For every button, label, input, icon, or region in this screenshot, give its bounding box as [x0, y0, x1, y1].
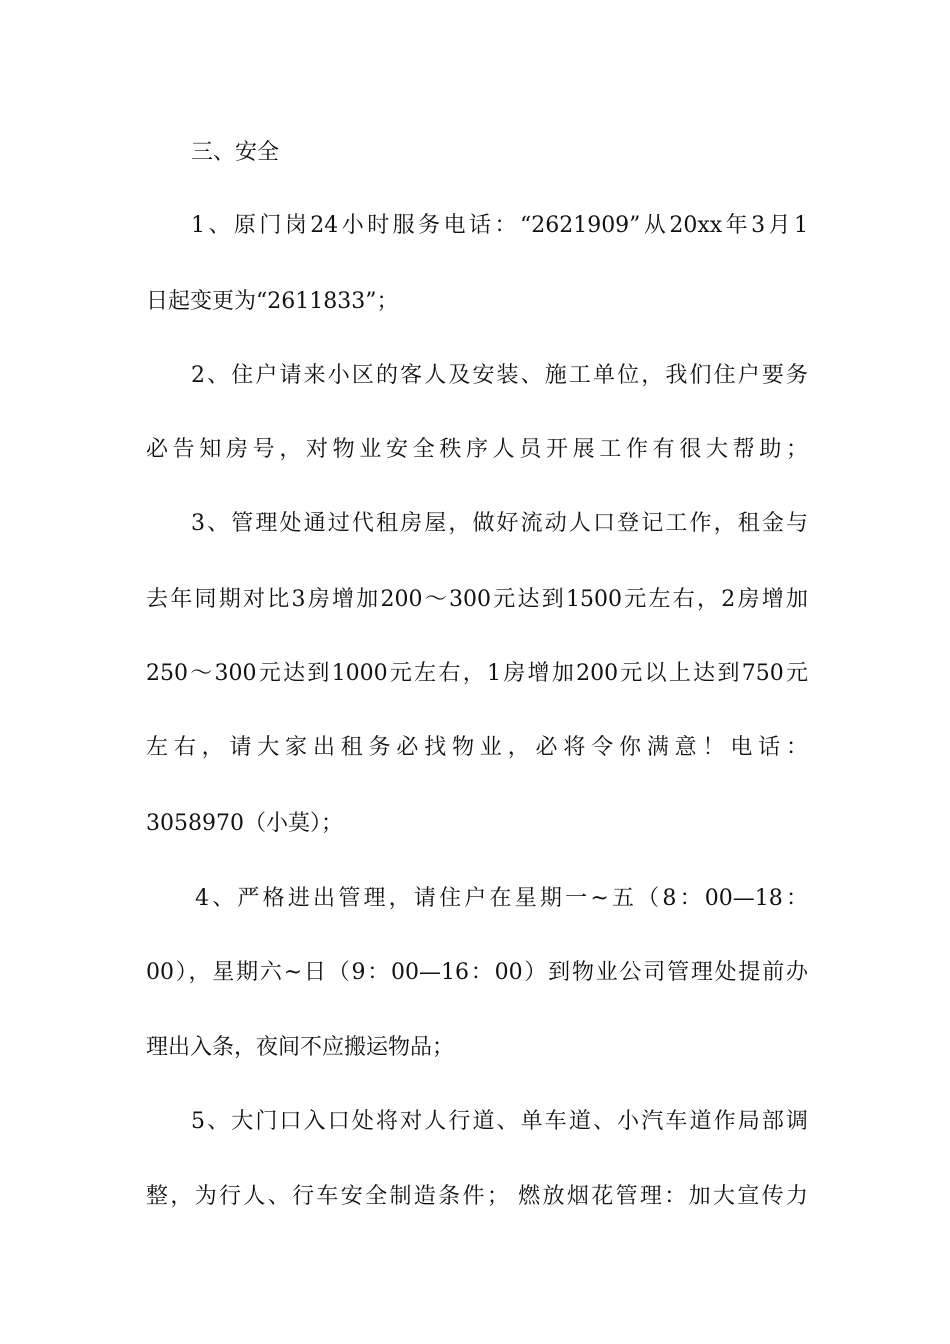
paragraph-line: 2、住户请来小区的客人及安装、施工单位，我们住户要务: [191, 363, 808, 388]
paragraph-line: 左右，请大家出租务必找物业，必将令你满意！电话：: [146, 735, 808, 760]
paragraph-line: 250～300元达到1000元左右，1房增加200元以上达到750元: [146, 661, 808, 686]
paragraph-line: 3058970（小莫）；: [146, 811, 343, 836]
paragraph-line: 理出入条，夜间不应搬运物品；: [146, 1035, 455, 1060]
section-heading: 三、安全: [191, 140, 280, 165]
paragraph-line: 整，为行人、行车安全制造条件； 燃放烟花管理：加大宣传力: [146, 1184, 808, 1209]
paragraph-line: 日起变更为“2611833”；: [146, 289, 399, 314]
paragraph-line: 必告知房号，对物业安全秩序人员开展工作有很大帮助；: [146, 437, 808, 462]
paragraph-line: 5、大门口入口处将对人行道、单车道、小汽车道作局部调: [191, 1109, 808, 1134]
paragraph-line: 4、严格进出管理，请住户在星期一~五（8：00—18：: [195, 886, 808, 911]
paragraph-line: 3、管理处通过代租房屋，做好流动人口登记工作，租金与: [191, 511, 808, 536]
paragraph-line: 去年同期对比3房增加200～300元达到1500元左右，2房增加: [146, 587, 808, 612]
paragraph-line: 00），星期六~日（9：00—16：00）到物业公司管理处提前办: [146, 960, 808, 985]
paragraph-line: 1、原门岗24小时服务电话：“2621909”从20xx年3月1: [191, 213, 808, 238]
